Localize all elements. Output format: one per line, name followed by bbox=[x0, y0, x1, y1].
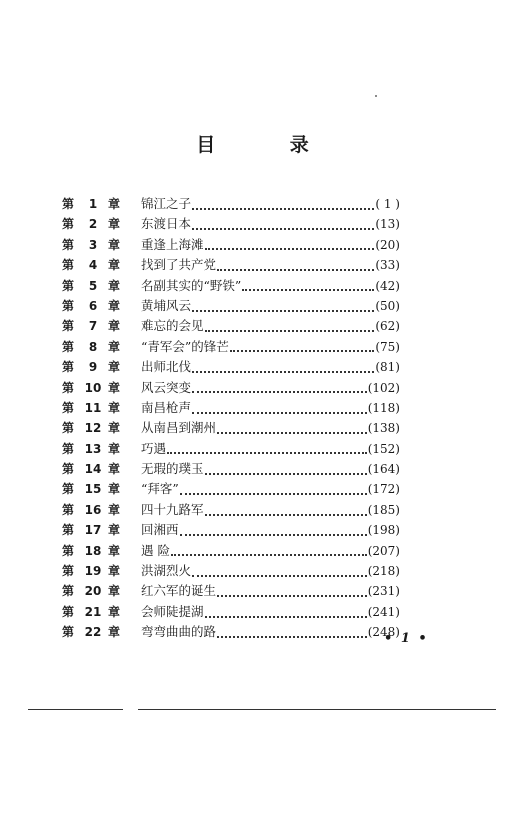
chapter-prefix: 第 bbox=[62, 523, 75, 538]
chapter-number bbox=[62, 581, 128, 601]
toc-entry bbox=[141, 337, 400, 357]
toc-entry bbox=[141, 316, 400, 336]
page-ref: (185) bbox=[367, 502, 400, 517]
chapter-num: 9 bbox=[88, 360, 98, 375]
chapter-num: 8 bbox=[88, 339, 98, 354]
chapter-number bbox=[62, 561, 128, 581]
toc-row bbox=[62, 357, 400, 377]
print-speck bbox=[375, 95, 377, 97]
chapter-number bbox=[62, 398, 128, 418]
chapter-suffix: 章 bbox=[108, 502, 121, 517]
chapter-number bbox=[62, 357, 128, 377]
chapter-prefix: 第 bbox=[62, 421, 75, 436]
chapter-number bbox=[62, 214, 128, 234]
chapter-number bbox=[62, 479, 128, 499]
chapter-number bbox=[62, 194, 128, 214]
page-ref: (75) bbox=[375, 339, 400, 354]
chapter-suffix: 章 bbox=[108, 380, 121, 395]
chapter-suffix: 章 bbox=[108, 523, 121, 538]
chapter-title: 南昌枪声 bbox=[141, 399, 192, 415]
page-ref: (241) bbox=[367, 604, 400, 619]
chapter-title: 洪湖烈火 bbox=[141, 563, 192, 579]
bottom-rule-left bbox=[28, 709, 123, 710]
dot-leader bbox=[217, 623, 367, 638]
chapter-title: 弯弯曲曲的路 bbox=[141, 624, 217, 640]
chapter-prefix: 第 bbox=[62, 502, 75, 517]
toc-row bbox=[62, 439, 400, 459]
chapter-number bbox=[62, 378, 128, 398]
toc-entry bbox=[141, 194, 400, 214]
dot-leader bbox=[167, 439, 367, 454]
toc-entry bbox=[141, 235, 400, 255]
bottom-rule-right bbox=[138, 709, 496, 710]
toc-row bbox=[62, 459, 400, 479]
chapter-number bbox=[62, 541, 128, 561]
chapter-num: 6 bbox=[88, 298, 98, 313]
chapter-title: 回湘西 bbox=[141, 522, 179, 538]
chapter-suffix: 章 bbox=[108, 543, 121, 558]
toc-entry bbox=[141, 459, 400, 479]
toc-row bbox=[62, 337, 400, 357]
chapter-num: 12 bbox=[84, 421, 102, 436]
chapter-prefix: 第 bbox=[62, 278, 75, 293]
dot-leader bbox=[192, 358, 374, 373]
dot-leader bbox=[180, 480, 367, 495]
toc-entry bbox=[141, 541, 400, 561]
dot-leader bbox=[192, 195, 374, 210]
chapter-number bbox=[62, 459, 128, 479]
dot-leader bbox=[205, 501, 367, 516]
page-ref: (33) bbox=[375, 258, 400, 273]
toc-entry bbox=[141, 255, 400, 275]
chapter-title: “青军会”的锋芒 bbox=[141, 338, 229, 354]
chapter-suffix: 章 bbox=[108, 482, 121, 497]
toc-row bbox=[62, 602, 400, 622]
chapter-suffix: 章 bbox=[108, 400, 121, 415]
page-ref: (102) bbox=[367, 380, 400, 395]
chapter-suffix: 章 bbox=[108, 217, 121, 232]
toc-entry bbox=[141, 520, 400, 540]
page-title: 目 录 bbox=[196, 134, 343, 156]
chapter-suffix: 章 bbox=[108, 278, 121, 293]
dot-leader bbox=[217, 419, 367, 434]
chapter-title: 难忘的会见 bbox=[141, 318, 204, 334]
toc-row bbox=[62, 296, 400, 316]
chapter-title: 从南昌到潮州 bbox=[141, 420, 217, 436]
chapter-title: 遇 险 bbox=[141, 542, 170, 558]
chapter-suffix: 章 bbox=[108, 197, 121, 211]
chapter-suffix: 章 bbox=[108, 604, 121, 619]
toc-entry bbox=[141, 500, 400, 520]
chapter-suffix: 章 bbox=[108, 564, 121, 579]
toc-row bbox=[62, 214, 400, 234]
toc-entry bbox=[141, 479, 400, 499]
dot-leader bbox=[205, 235, 375, 250]
toc-entry bbox=[141, 602, 400, 622]
chapter-prefix: 第 bbox=[62, 339, 75, 354]
chapter-suffix: 章 bbox=[108, 319, 121, 334]
chapter-num: 4 bbox=[88, 258, 98, 273]
toc-row bbox=[62, 561, 400, 581]
chapter-num: 3 bbox=[88, 237, 98, 252]
dot-leader bbox=[180, 521, 367, 536]
chapter-number bbox=[62, 255, 128, 275]
chapter-prefix: 第 bbox=[62, 319, 75, 334]
page-ref: (42) bbox=[375, 278, 400, 293]
chapter-num: 2 bbox=[88, 217, 98, 232]
chapter-title: 东渡日本 bbox=[141, 216, 192, 232]
chapter-prefix: 第 bbox=[62, 584, 75, 599]
page-ref: (62) bbox=[375, 319, 400, 334]
page-ref: (20) bbox=[375, 237, 400, 252]
toc-entry bbox=[141, 439, 400, 459]
chapter-title: 巧遇 bbox=[141, 440, 167, 456]
chapter-num: 21 bbox=[84, 604, 102, 619]
chapter-number bbox=[62, 439, 128, 459]
toc-row bbox=[62, 479, 400, 499]
toc-row bbox=[62, 398, 400, 418]
chapter-num: 17 bbox=[84, 523, 102, 538]
chapter-num: 7 bbox=[88, 319, 98, 334]
page-ref: (172) bbox=[367, 482, 400, 497]
chapter-num: 11 bbox=[84, 400, 102, 415]
chapter-prefix: 第 bbox=[62, 462, 75, 477]
chapter-prefix: 第 bbox=[62, 298, 75, 313]
chapter-number bbox=[62, 296, 128, 316]
chapter-num: 1 bbox=[88, 197, 98, 211]
toc-row bbox=[62, 255, 400, 275]
chapter-num: 10 bbox=[84, 380, 102, 395]
chapter-suffix: 章 bbox=[108, 339, 121, 354]
toc-row bbox=[62, 235, 400, 255]
page-ref: (207) bbox=[367, 543, 400, 558]
toc-row bbox=[62, 418, 400, 438]
chapter-suffix: 章 bbox=[108, 462, 121, 477]
page-ref: (50) bbox=[375, 298, 400, 313]
dot-leader bbox=[217, 256, 374, 271]
dot-leader bbox=[205, 603, 367, 618]
chapter-number bbox=[62, 622, 128, 642]
chapter-num: 13 bbox=[84, 441, 102, 456]
toc-row bbox=[62, 500, 400, 520]
chapter-number bbox=[62, 520, 128, 540]
page-number: • 1 • bbox=[384, 631, 429, 646]
chapter-number bbox=[62, 276, 128, 296]
toc-row bbox=[62, 581, 400, 601]
chapter-prefix: 第 bbox=[62, 564, 75, 579]
page-ref: (13) bbox=[375, 217, 400, 232]
page-ref: (81) bbox=[375, 360, 400, 375]
chapter-number bbox=[62, 235, 128, 255]
chapter-suffix: 章 bbox=[108, 441, 121, 456]
toc-entry bbox=[141, 418, 400, 438]
page-ref: (231) bbox=[367, 584, 400, 599]
chapter-number bbox=[62, 418, 128, 438]
chapter-title: 会师陡提湖 bbox=[141, 603, 204, 619]
chapter-title: 四十九路军 bbox=[141, 501, 204, 517]
chapter-title: 重逢上海滩 bbox=[141, 236, 204, 252]
chapter-num: 14 bbox=[84, 462, 102, 477]
chapter-prefix: 第 bbox=[62, 400, 75, 415]
chapter-title: 黄埔风云 bbox=[141, 297, 192, 313]
page-ref: (218) bbox=[367, 564, 400, 579]
chapter-prefix: 第 bbox=[62, 543, 75, 558]
dot-leader bbox=[192, 378, 367, 393]
chapter-num: 20 bbox=[84, 584, 102, 599]
chapter-title: 出师北伐 bbox=[141, 359, 192, 375]
toc-entry bbox=[141, 378, 400, 398]
chapter-title: 锦江之子 bbox=[141, 196, 192, 211]
chapter-title: 名副其实的“野铁” bbox=[141, 277, 242, 293]
chapter-prefix: 第 bbox=[62, 217, 75, 232]
toc-entry bbox=[141, 296, 400, 316]
toc-row bbox=[62, 520, 400, 540]
chapter-suffix: 章 bbox=[108, 421, 121, 436]
chapter-number bbox=[62, 337, 128, 357]
chapter-prefix: 第 bbox=[62, 197, 75, 211]
page-ref: (248) bbox=[367, 625, 400, 640]
toc-entry bbox=[141, 276, 400, 296]
toc-row bbox=[62, 194, 400, 214]
toc-entry bbox=[141, 622, 400, 642]
toc-entry bbox=[141, 214, 400, 234]
toc-row bbox=[62, 316, 400, 336]
toc-row bbox=[62, 541, 400, 561]
chapter-prefix: 第 bbox=[62, 625, 75, 640]
chapter-suffix: 章 bbox=[108, 360, 121, 375]
dot-leader bbox=[205, 317, 375, 332]
page-ref: (118) bbox=[367, 400, 400, 415]
dot-leader bbox=[192, 297, 374, 312]
page-ref: (152) bbox=[367, 441, 400, 456]
toc-entry bbox=[141, 398, 400, 418]
chapter-prefix: 第 bbox=[62, 380, 75, 395]
dot-leader bbox=[192, 215, 374, 230]
dot-leader bbox=[192, 562, 367, 577]
chapter-number bbox=[62, 500, 128, 520]
toc-entry bbox=[141, 561, 400, 581]
page-ref: ( 1 ) bbox=[375, 197, 400, 211]
chapter-title: 找到了共产党 bbox=[141, 257, 217, 273]
chapter-title: 风云突变 bbox=[141, 379, 192, 395]
dot-leader bbox=[217, 582, 367, 597]
toc-row bbox=[62, 276, 400, 296]
chapter-num: 22 bbox=[84, 625, 102, 640]
chapter-num: 19 bbox=[84, 564, 102, 579]
dot-leader bbox=[205, 460, 367, 475]
chapter-number bbox=[62, 602, 128, 622]
toc-entry bbox=[141, 581, 400, 601]
page-ref: (164) bbox=[367, 462, 400, 477]
toc-row bbox=[62, 622, 400, 642]
chapter-suffix: 章 bbox=[108, 584, 121, 599]
table-of-contents bbox=[62, 194, 400, 643]
chapter-title: 红六军的诞生 bbox=[141, 583, 217, 599]
chapter-num: 18 bbox=[84, 543, 102, 558]
chapter-prefix: 第 bbox=[62, 258, 75, 273]
chapter-num: 15 bbox=[84, 482, 102, 497]
chapter-num: 16 bbox=[84, 502, 102, 517]
chapter-prefix: 第 bbox=[62, 360, 75, 375]
chapter-prefix: 第 bbox=[62, 237, 75, 252]
page-ref: (198) bbox=[367, 523, 400, 538]
dot-leader bbox=[230, 337, 375, 352]
chapter-num: 5 bbox=[88, 278, 98, 293]
dot-leader bbox=[192, 399, 367, 414]
chapter-suffix: 章 bbox=[108, 237, 121, 252]
chapter-prefix: 第 bbox=[62, 604, 75, 619]
dot-leader bbox=[171, 541, 367, 556]
chapter-suffix: 章 bbox=[108, 298, 121, 313]
chapter-prefix: 第 bbox=[62, 441, 75, 456]
chapter-number bbox=[62, 316, 128, 336]
toc-row bbox=[62, 378, 400, 398]
chapter-suffix: 章 bbox=[108, 258, 121, 273]
chapter-prefix: 第 bbox=[62, 482, 75, 497]
toc-entry bbox=[141, 357, 400, 377]
dot-leader bbox=[242, 276, 374, 291]
chapter-title: 无瑕的璞玉 bbox=[141, 461, 204, 477]
chapter-title: “拜客” bbox=[141, 481, 179, 497]
page-ref: (138) bbox=[367, 421, 400, 436]
chapter-suffix: 章 bbox=[108, 625, 121, 640]
